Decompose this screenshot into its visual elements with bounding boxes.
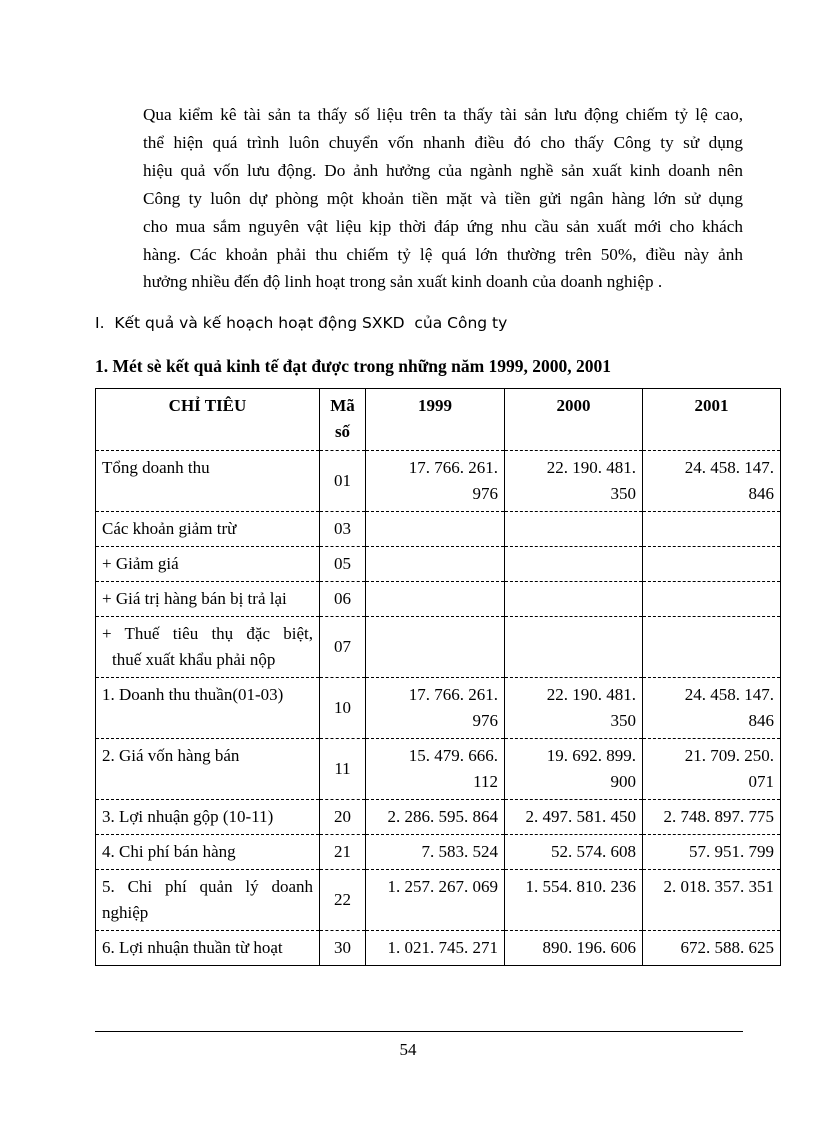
paragraph-line: Qua kiểm kê tài sản ta thấy số liệu trên ta thấy tài sản lưu động chiếm tỷ lệ cao,	[143, 105, 743, 124]
value-2001	[643, 512, 781, 547]
table-row	[96, 512, 781, 547]
table-row	[96, 800, 781, 835]
row-label: Các khoản giảm trừ	[96, 512, 320, 547]
value-line: 976	[472, 484, 498, 503]
row-code: 01	[320, 451, 366, 512]
table-title: 1. Mét sè kết quả kinh tế đạt được trong những năm 1999, 2000, 2001	[95, 356, 612, 376]
row-label-line: + Thuế tiêu thụ đặc biệt,	[102, 624, 313, 643]
value-2001	[643, 451, 781, 512]
page-number: 54	[399, 1040, 417, 1059]
value-2001: 57. 951. 799	[643, 835, 781, 870]
value-line: 976	[472, 711, 498, 730]
value-2001: 672. 588. 625	[643, 931, 781, 966]
row-code: 21	[320, 835, 366, 870]
header-code	[320, 389, 366, 451]
value-1999	[366, 739, 505, 800]
paragraph-line: cho mua sắm nguyên vật liệu kịp thời đáp ứng nhu cầu sản xuất mới cho khách	[143, 216, 743, 236]
value-1999: 1. 021. 745. 271	[366, 931, 505, 966]
table-row	[96, 451, 781, 512]
footer-rule	[95, 1031, 743, 1032]
header-2000: 2000	[505, 389, 643, 451]
row-code: 05	[320, 547, 366, 582]
value-1999: 2. 286. 595. 864	[366, 800, 505, 835]
value-line: 24. 458. 147.	[684, 458, 774, 477]
value-2000	[505, 617, 643, 678]
value-2000	[505, 582, 643, 617]
row-code: 30	[320, 931, 366, 966]
table-row	[96, 617, 781, 678]
value-line: 846	[748, 484, 774, 503]
row-label: Tổng doanh thu	[96, 451, 320, 512]
value-2001	[643, 678, 781, 739]
value-2000	[505, 739, 643, 800]
header-1999: 1999	[366, 389, 505, 451]
table-row	[96, 582, 781, 617]
value-1999	[366, 451, 505, 512]
row-label	[96, 617, 320, 678]
value-line: 19. 692. 899.	[546, 746, 636, 765]
value-line: 900	[610, 772, 636, 791]
value-2000	[505, 547, 643, 582]
value-line: 350	[610, 484, 636, 503]
value-2001	[643, 617, 781, 678]
value-2000: 1. 554. 810. 236	[505, 870, 643, 931]
value-line: 350	[610, 711, 636, 730]
row-code: 07	[320, 617, 366, 678]
value-1999: 1. 257. 267. 069	[366, 870, 505, 931]
row-code: 06	[320, 582, 366, 617]
value-2000	[505, 512, 643, 547]
value-2001: 2. 018. 357. 351	[643, 870, 781, 931]
row-code: 20	[320, 800, 366, 835]
paragraph-line: Công ty luôn dự phòng một khoản tiền mặt và tiền gửi ngân hàng lớn sử dụng	[143, 188, 743, 208]
paragraph-line: hiệu quả vốn lưu động. Do ảnh hưởng của ngành nghề sản xuất kinh doanh nên	[143, 160, 743, 180]
header-code-line1: Mã	[330, 396, 355, 415]
row-label-line: thuế xuất khẩu phải nộp	[112, 650, 276, 669]
value-2000: 52. 574. 608	[505, 835, 643, 870]
header-2001: 2001	[643, 389, 781, 451]
value-2001	[643, 547, 781, 582]
row-code: 22	[320, 870, 366, 931]
value-1999	[366, 512, 505, 547]
header-indicator: CHỈ TIÊU	[96, 389, 320, 451]
row-code: 11	[320, 739, 366, 800]
row-label: 5. Chi phí quản lý doanh nghiệp	[96, 870, 320, 931]
body-paragraph	[143, 101, 743, 296]
value-line: 17. 766. 261.	[408, 685, 498, 704]
value-line: 21. 709. 250.	[684, 746, 774, 765]
value-line: 22. 190. 481.	[546, 685, 636, 704]
value-2000	[505, 451, 643, 512]
table-row	[96, 678, 781, 739]
header-code-line2: số	[334, 422, 351, 441]
paragraph-line: thể hiện quá trình luôn chuyển vốn nhanh điều đó cho thấy Công ty sử dụng	[143, 132, 743, 152]
results-table	[95, 388, 781, 966]
value-line: 17. 766. 261.	[408, 458, 498, 477]
table-row	[96, 931, 781, 966]
value-line: 846	[748, 711, 774, 730]
table-row	[96, 870, 781, 931]
row-code: 10	[320, 678, 366, 739]
row-label: + Giảm giá	[96, 547, 320, 582]
row-label: 6. Lợi nhuận thuần từ hoạt	[96, 931, 320, 966]
value-1999: 7. 583. 524	[366, 835, 505, 870]
value-line: 24. 458. 147.	[684, 685, 774, 704]
value-2000	[505, 678, 643, 739]
paragraph-line: hàng. Các khoản phải thu chiếm tỷ lệ quá lớn thường trên 50%, điều này ảnh	[143, 244, 743, 264]
row-label: 2. Giá vốn hàng bán	[96, 739, 320, 800]
row-label: 1. Doanh thu thuần(01-03)	[96, 678, 320, 739]
table-header-row	[96, 389, 781, 451]
value-2000: 890. 196. 606	[505, 931, 643, 966]
value-1999	[366, 582, 505, 617]
value-line: 112	[473, 772, 498, 791]
value-2001	[643, 582, 781, 617]
value-line: 22. 190. 481.	[546, 458, 636, 477]
row-code: 03	[320, 512, 366, 547]
row-label: + Giá trị hàng bán bị trả lại	[96, 582, 320, 617]
table-row	[96, 739, 781, 800]
row-label: 3. Lợi nhuận gộp (10-11)	[96, 800, 320, 835]
table-row	[96, 547, 781, 582]
value-2001: 2. 748. 897. 775	[643, 800, 781, 835]
paragraph-line: hưởng nhiều đến độ linh hoạt trong sản xuất kinh doanh của doanh nghiệp .	[143, 272, 663, 292]
value-1999	[366, 678, 505, 739]
value-1999	[366, 547, 505, 582]
value-2000: 2. 497. 581. 450	[505, 800, 643, 835]
section-heading: I. Kết quả và kế hoạch hoạt động SXKD của Công ty	[95, 314, 508, 332]
value-2001	[643, 739, 781, 800]
value-line: 071	[748, 772, 774, 791]
value-1999	[366, 617, 505, 678]
row-label: 4. Chi phí bán hàng	[96, 835, 320, 870]
table-row	[96, 835, 781, 870]
value-line: 15. 479. 666.	[408, 746, 498, 765]
